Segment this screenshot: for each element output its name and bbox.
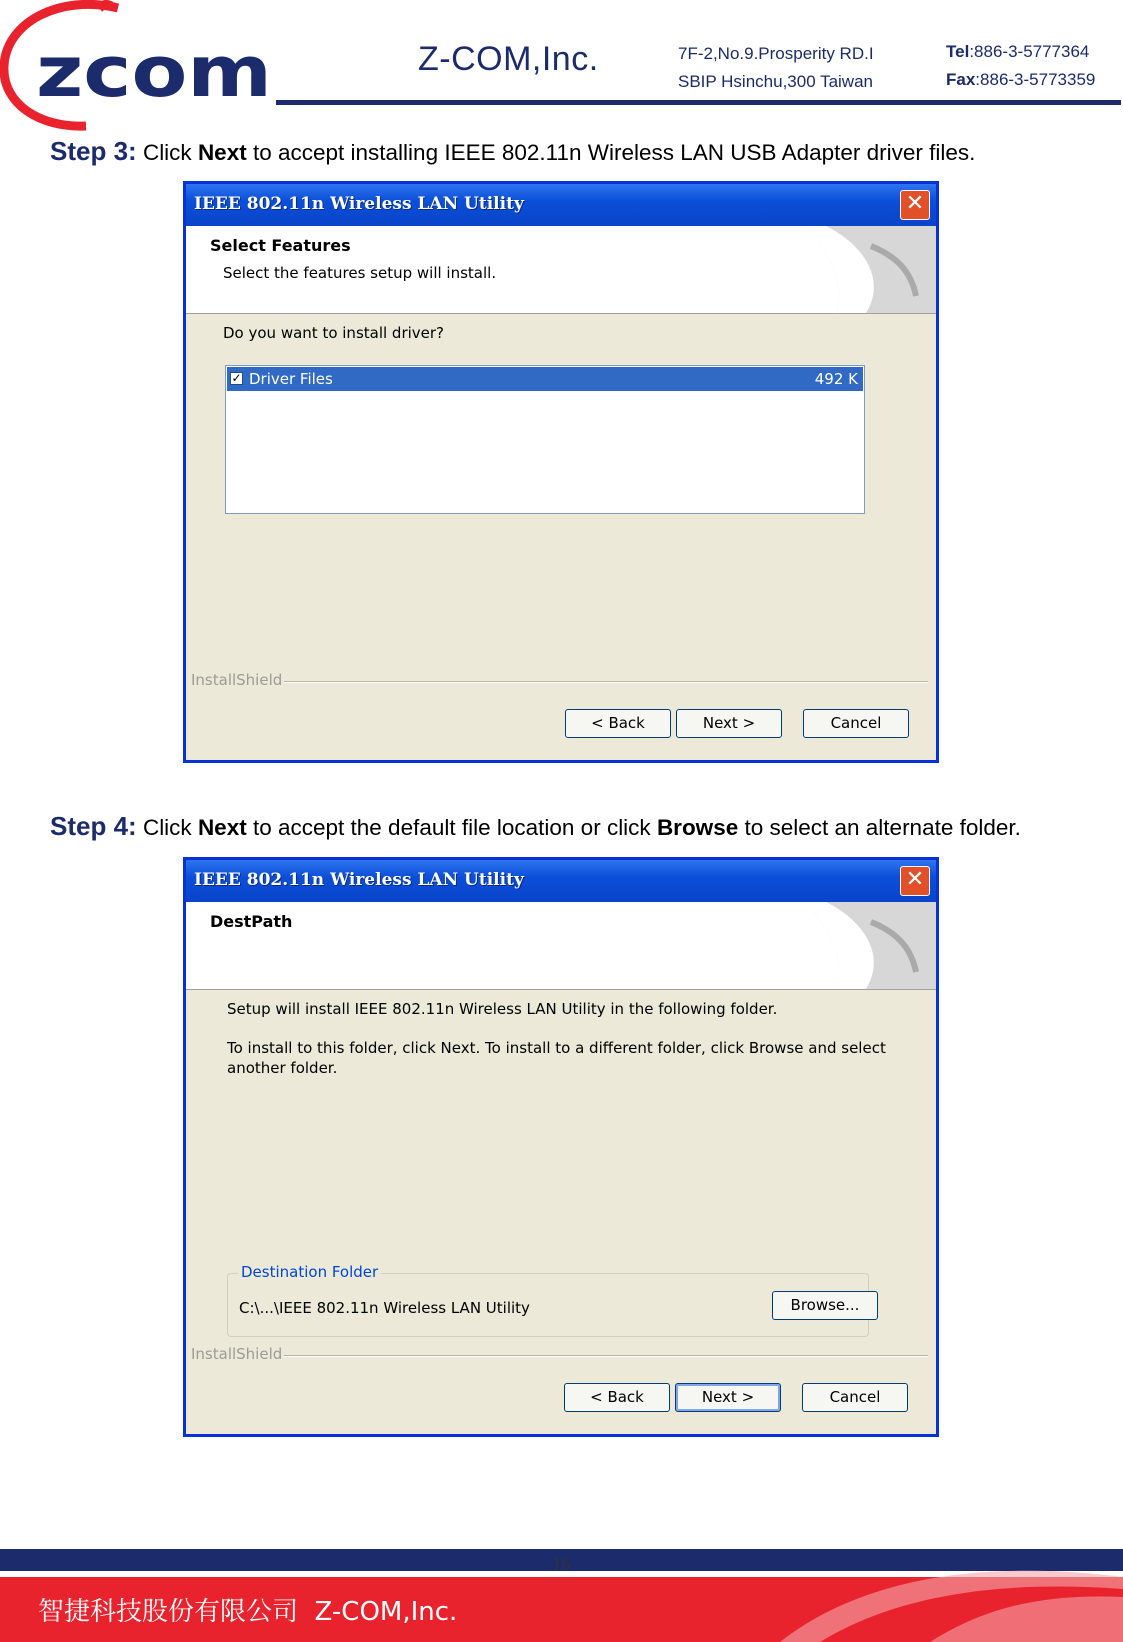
- footer-company-name: Z-COM,Inc.: [314, 1597, 458, 1627]
- feature-list[interactable]: [225, 365, 865, 514]
- step-4-text-3: to select an alternate folder.: [738, 815, 1021, 840]
- header-rule: [276, 100, 1121, 105]
- dialog-titlebar: [186, 184, 936, 226]
- feature-row-driver-files[interactable]: [227, 367, 863, 391]
- footer-company: [38, 1591, 457, 1628]
- tel-number: 886-3-5777364: [974, 42, 1090, 61]
- tel-line: Tel:886-3-5777364: [946, 42, 1090, 61]
- fax-line: Fax:886-3-5773359: [946, 70, 1096, 89]
- installshield-label: InstallShield: [191, 1345, 283, 1363]
- feature-size: 492 K: [814, 370, 858, 388]
- step-4-browse-word: Browse: [656, 815, 739, 840]
- installshield-divider: [284, 681, 928, 683]
- destination-path: C:\...\IEEE 802.11n Wireless LAN Utility: [239, 1299, 530, 1317]
- dialog-titlebar: [186, 860, 936, 902]
- installshield-label: InstallShield: [191, 671, 283, 689]
- destination-folder-label: Destination Folder: [238, 1263, 381, 1281]
- contact: [946, 38, 1095, 94]
- step-4-lead: Step 4:: [50, 811, 137, 841]
- feature-label: Driver Files: [249, 370, 333, 388]
- step-4-text-2: to accept the default file location or click: [246, 815, 657, 840]
- cancel-button[interactable]: Cancel: [803, 709, 909, 738]
- next-button[interactable]: Next >: [676, 709, 782, 738]
- instruction-text-1: To install to this folder, click Next. To install to a different folder, click Browse and select: [227, 1039, 886, 1057]
- driver-files-checkbox[interactable]: ✓: [231, 371, 242, 385]
- logo-wordmark: zcom: [36, 31, 272, 113]
- next-button[interactable]: Next >: [675, 1383, 781, 1412]
- step-3-lead: Step 3:: [50, 136, 137, 166]
- instruction-text-2: another folder.: [227, 1059, 338, 1077]
- banner-subtitle: Select the features setup will install.: [223, 264, 497, 282]
- page-curl-icon: [776, 902, 936, 989]
- page-number: 16: [552, 1554, 571, 1574]
- footer-chinese-name: 智捷科技股份有限公司: [38, 1597, 299, 1627]
- address-line-2: SBIP Hsinchu,300 Taiwan: [678, 72, 873, 91]
- banner-title: DestPath: [210, 912, 293, 931]
- tel-label: Tel: [946, 42, 970, 61]
- step-4-next-word: Next: [197, 815, 247, 840]
- step-4-text: [50, 811, 1021, 842]
- destpath-dialog: [183, 857, 939, 1437]
- close-button[interactable]: ✕: [900, 190, 930, 220]
- dialog-banner: [186, 902, 936, 990]
- install-question: Do you want to install driver?: [223, 324, 445, 342]
- address: [678, 40, 874, 96]
- browse-button[interactable]: Browse...: [772, 1291, 878, 1320]
- back-button[interactable]: < Back: [564, 1383, 670, 1412]
- page-curl-icon: [776, 226, 936, 313]
- fax-label: Fax: [946, 70, 976, 89]
- step-3-text: [50, 136, 975, 167]
- zcom-logo: [0, 0, 280, 135]
- dialog-banner: [186, 226, 936, 314]
- installshield-divider: [284, 1355, 928, 1357]
- company-name: Z-COM,Inc.: [418, 40, 599, 78]
- close-button[interactable]: ✕: [900, 866, 930, 896]
- step-3-text-1: Click: [136, 140, 198, 165]
- dialog-title: IEEE 802.11n Wireless LAN Utility: [194, 870, 524, 890]
- select-features-dialog: [183, 181, 939, 763]
- address-line-1: 7F-2,No.9.Prosperity RD.I: [678, 44, 874, 63]
- step-4-text-1: Click: [136, 815, 198, 840]
- install-location-text: Setup will install IEEE 802.11n Wireless LAN Utility in the following folder.: [227, 1000, 778, 1018]
- cancel-button[interactable]: Cancel: [802, 1383, 908, 1412]
- step-3-next-word: Next: [197, 140, 247, 165]
- dialog-title: IEEE 802.11n Wireless LAN Utility: [194, 194, 524, 214]
- back-button[interactable]: < Back: [565, 709, 671, 738]
- step-3-text-2: to accept installing IEEE 802.11n Wireless LAN USB Adapter driver files.: [246, 140, 976, 165]
- banner-title: Select Features: [210, 236, 351, 255]
- footer-swoosh: [780, 1549, 1123, 1642]
- fax-number: 886-3-5773359: [980, 70, 1096, 89]
- destination-folder-group: [227, 1263, 869, 1337]
